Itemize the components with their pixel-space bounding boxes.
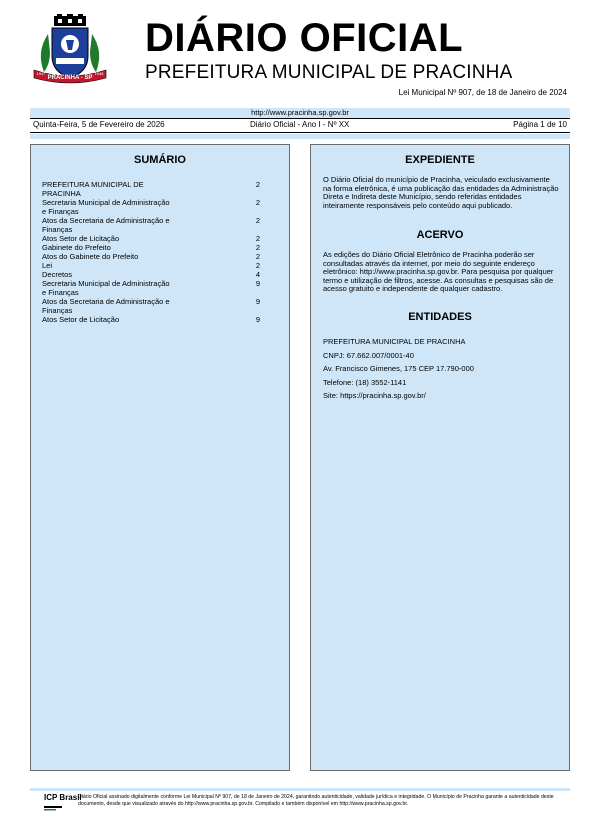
summary-panel (30, 144, 290, 771)
crest-year-right: 1948 (94, 71, 104, 76)
website-url-bar (30, 108, 570, 118)
summary-list (42, 180, 272, 324)
summary-title: SUMÁRIO (134, 154, 186, 166)
law-reference: Lei Municipal Nº 907, de 18 de Janeiro de 2024 (398, 88, 567, 97)
entidades-list (323, 335, 474, 403)
website-url-link[interactable]: http://www.pracinha.sp.gov.br (251, 108, 349, 117)
expediente-title: EXPEDIENTE (405, 154, 475, 166)
entity-phone: Telefone: (18) 3552-1141 (323, 377, 407, 387)
page-number: Página 1 de 10 (513, 120, 567, 129)
entity-cnpj: CNPJ: 67.662.007/0001-40 (323, 350, 414, 360)
summary-item[interactable]: Secretaria Municipal de Administração e Finanças 2 (42, 198, 260, 216)
summary-item[interactable]: Atos da Secretaria de Administração e Finanças 2 (42, 216, 260, 234)
footer-band (30, 788, 570, 791)
summary-item[interactable]: Lei 2 (42, 261, 260, 270)
publication-date: Quinta-Feira, 5 de Fevereiro de 2026 (33, 120, 165, 129)
gazette-subtitle: PREFEITURA MUNICIPAL DE PRACINHA (145, 62, 513, 83)
municipal-crest-logo (30, 14, 110, 86)
summary-item[interactable]: Secretaria Municipal de Administração e Finanças 9 (42, 279, 260, 297)
acervo-text: As edições do Diário Oficial Eletrônico de Pracinha poderão ser consultadas através da internet, por meio do seguinte endereço eletrônico: http://www.pracinha.sp.gov.br. Para pesquisa por qualquer termo e utilização de filtros, acesse. As consultas e pesquisas são de acesso gratuito e independente de qualquer cadastro. (323, 250, 554, 293)
info-panel (310, 144, 570, 771)
footer-legal-text: Diário Oficial assinado digitalmente conforme Lei Municipal Nº 907, de 18 de Janeiro de 2024, garantindo autenticidade, validade jurídica e integridade. O Município de Pracinha garante a autenticidade deste documento, desde que visualizado através do http://www.pracinha.sp.gov.br. Compilado e também disponível em http://www.pracinha.sp.gov.br. (78, 794, 554, 807)
gazette-title: DIÁRIO OFICIAL (145, 16, 464, 60)
summary-item[interactable]: Gabinete do Prefeito 2 (42, 243, 260, 252)
entidades-title: ENTIDADES (408, 311, 472, 323)
icp-logo-text: ICP Brasil (44, 793, 82, 802)
summary-item[interactable]: Decretos 4 (42, 270, 260, 279)
expediente-text: O Diário Oficial do município de Pracinha, veiculado exclusivamente na forma eletrônica, é uma publicação das entidades da Administração Direta e Indireta deste Município, sendo referidas entidades inteiramente responsáveis pelo conteúdo aqui publicado. (323, 175, 559, 210)
edition-number: Diário Oficial - Ano I - Nº XX (250, 120, 350, 129)
summary-item[interactable]: Atos da Secretaria de Administração e Finanças 9 (42, 297, 260, 315)
entity-site-link[interactable]: Site: https://pracinha.sp.gov.br/ (323, 391, 426, 400)
icp-brasil-logo (42, 792, 82, 812)
summary-item[interactable]: Atos do Gabinete do Prefeito 2 (42, 252, 260, 261)
edition-info-bar (30, 118, 570, 132)
divider (30, 132, 570, 133)
acervo-title: ACERVO (416, 229, 464, 241)
entity-address: Av. Francisco Gimenes, 175 CEP 17.790-000 (323, 364, 474, 373)
summary-item[interactable]: PREFEITURA MUNICIPAL DE PRACINHA 2 (42, 180, 260, 198)
summary-item[interactable]: Atos Setor de Licitação 2 (42, 234, 260, 243)
decorative-band (30, 134, 570, 139)
crest-banner-text: PRACINHA - SP (47, 75, 93, 81)
summary-item[interactable]: Atos Setor de Licitação 9 (42, 315, 260, 324)
crest-year-left: 1947 (36, 71, 46, 76)
entity-name: PREFEITURA MUNICIPAL DE PRACINHA (323, 337, 466, 346)
